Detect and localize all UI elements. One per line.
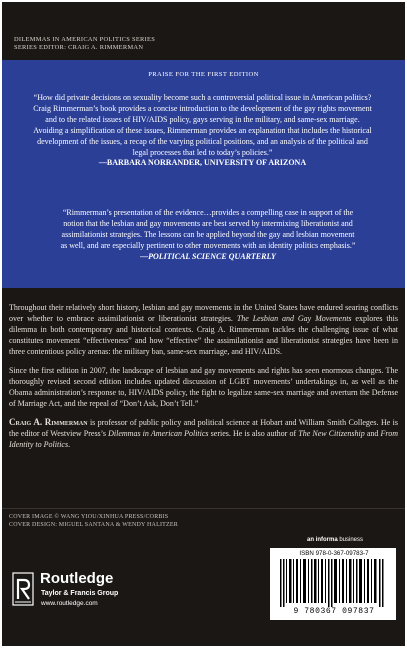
informa-bold: an informa — [307, 537, 338, 543]
publisher-group: Taylor & Francis Group — [41, 590, 119, 597]
book-title: The Lesbian and Gay Movements — [236, 314, 352, 323]
book-title: From Identity to Politics — [9, 429, 398, 449]
book-description — [9, 302, 398, 458]
author-name: Craig A. Rimmerman — [9, 417, 88, 427]
series-title: Dilemmas in American Politics — [108, 429, 209, 438]
quote-1-attribution: —BARBARA NORRANDER, UNIVERSITY OF ARIZONA — [98, 158, 307, 168]
description-paragraph-2: Since the first edition in 2007, the landscape of lesbian and gay movements and rights has seen enormous changes. The thoroughly revised second edition includes updated discussion of LGBT movements’ undertakings in, as well as the Obama administration’s response to, HIV/AIDS policy, the fight to legalize same-sex marriage and overturn the Defense of Marriage Act, and the repeal of “Don’t Ask, Don’t Tell.” — [9, 366, 398, 408]
praise-heading: PRAISE FOR THE FIRST EDITION — [148, 71, 259, 78]
routledge-logo-icon — [12, 572, 34, 606]
quote-2-text: “Rimmerman’s presentation of the evidence…provides a compelling case in support of the notion that the lesbian and gay movements are best served by intermixing liberationist and assimilationist strategies. The lessons can be applied beyond the gay and lesbian movement as well, and are especially pertinent to other movements with an identity politics emphasis.” — [60, 208, 356, 250]
bio-text: and — [364, 429, 381, 438]
informa-tagline — [307, 537, 363, 543]
praise-quote-2 — [58, 208, 358, 263]
description-text: explores this dilemma in both contemporary and historical contexts. Craig A. Rimmerman tackles the challenging issue of what constitutes movement “effectiveness” and how “effective” the assimilationist and liberationist strategies have been in three contentious policy arenas: the military ban, same-sex marriage, and HIV/AIDS. — [9, 314, 398, 356]
description-text: Throughout their relatively short history, lesbian and gay movements in the United States have endured searing conflicts over whether to embrace assimilationist or liberationist strategies. — [9, 303, 398, 323]
praise-panel — [2, 60, 405, 288]
cover-design-credit: COVER DESIGN: MIGUEL SANTANA & WENDY HALITZER — [9, 522, 178, 528]
series-info — [14, 36, 155, 53]
series-editor: SERIES EDITOR: CRAIG A. RIMMERMAN — [14, 44, 144, 52]
description-paragraph-1 — [9, 302, 398, 357]
book-title: The New Citizenship — [298, 429, 365, 438]
informa-rest: business — [337, 537, 364, 543]
bio-text: is professor of public policy and political science at Hobart and William Smith Colleges. He is the editor of Westview Press’s — [9, 418, 398, 438]
publisher-url: www.routledge.com — [41, 600, 98, 607]
barcode-number: 9 780367 097837 — [293, 607, 375, 616]
cover-image-credit: COVER IMAGE © WANG YIOU/XINHUA PRESS/CORBIS — [9, 514, 169, 520]
book-back-cover — [2, 2, 405, 646]
author-bio — [9, 417, 398, 450]
publisher-logo — [12, 568, 172, 618]
isbn-label: ISBN 978-0-367-09783-7 — [299, 550, 369, 557]
bio-text: . — [68, 440, 71, 449]
barcode-bars-icon — [280, 559, 386, 607]
quote-1-text: “How did private decisions on sexuality become such a controversial political issue in American politics? Craig Rimmerman’s book provides a concise introduction to the development of the gay rights movement and to the related issues of HIV/AIDS policy, gays serving in the military, and same-sex marriage. Avoiding a simplification of these issues, Rimmerman provides an explanation that includes the historical development of the issues, a recap of the varying political positions, and an analysis of the political and legal processes that led to today’s policies.” — [33, 93, 372, 157]
divider — [2, 508, 405, 509]
praise-quote-1 — [30, 93, 375, 169]
bio-text: series. He is also author of — [208, 429, 299, 438]
publisher-name: Routledge — [40, 570, 114, 587]
cover-credits — [9, 513, 178, 529]
quote-2-attribution: —POLITICAL SCIENCE QUARTERLY — [140, 251, 276, 261]
barcode — [270, 548, 396, 620]
series-name: DILEMMAS IN AMERICAN POLITICS SERIES — [14, 36, 156, 43]
